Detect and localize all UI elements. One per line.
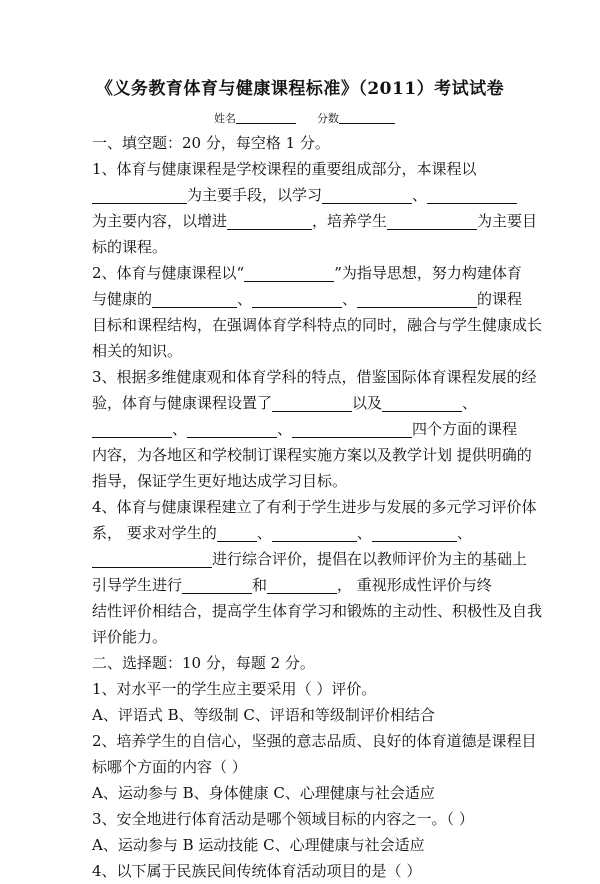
q1-text-3: 、 [412,186,428,204]
q3-text-5: 、 [172,420,188,438]
q2-line4: 相关的知识。 [92,342,183,360]
q3-blank-4[interactable] [187,419,277,438]
q4-blank-3[interactable] [372,523,457,542]
q4-text-5: 、 [456,524,472,542]
mc-q2-options: A、运动参与 B、身体健康 C、心理健康与社会适应 [92,784,435,802]
q1-line1: 1、体育与健康课程是学校课程的重要组成部分，本课程以 [92,160,477,178]
q3-blank-2[interactable] [382,393,462,412]
q4-line6: 评价能力。 [92,628,168,646]
q4-text-6: 进行综合评价，提倡在以教师评价为主的基础上 [212,550,528,568]
q4-line4 [92,572,518,598]
q2-text-2: ”为指导思想，努力构建体育 [334,264,522,282]
q4-text-8: 和 [252,576,268,594]
mc-q2-line2: 标哪个方面的内容（ ） [92,758,247,776]
q3-text-6: 、 [277,420,293,438]
mc-q3-options: A、运动参与 B 运动技能 C、心理健康与社会适应 [92,836,425,854]
exam-title: 《义务教育体育与健康课程标准》（2011）考试试卷 [95,79,505,99]
section2-heading: 二、选择题：10 分，每题 2 分。 [92,654,315,672]
q1-text-2: 为主要手段，以学习 [187,186,323,204]
q2-text-3: 与健康的 [92,290,153,308]
q3-text-7: 四个方面的课程 [412,420,518,438]
q3-line2 [92,390,518,416]
q1-text-4: 为主要内容，以增进 [92,212,228,230]
exam-body [92,122,543,884]
q1-blank-4[interactable] [227,211,312,230]
mc-q2-line1: 2、培养学生的自信心，坚强的意志品质、良好的体育道德是课程目 [92,732,537,750]
q3-line3 [92,416,518,442]
q2-text-5: 、 [342,290,358,308]
q3-blank-1[interactable] [272,393,352,412]
q4-blank-5[interactable] [182,575,252,594]
name-label: 姓名 [214,112,236,125]
q4-blank-2[interactable] [272,523,357,542]
q2-blank-1[interactable] [244,263,334,282]
q3-line4: 内容，为各地区和学校制订课程实施方案以及教学计划 提供明确的 [92,446,532,464]
q1-blank-3[interactable] [427,185,517,204]
q2-text-4: 、 [237,290,253,308]
q3-blank-3[interactable] [92,419,172,438]
mc-q4: 4、以下属于民族民间传统体育活动项目的是（ ） [92,862,422,880]
q1-blank-1[interactable] [92,185,187,204]
q3-text-2: 验，体育与健康课程设置了 [92,394,273,412]
q1-line3 [92,208,538,234]
q4-line1: 4、体育与健康课程建立了有利于学生进步与发展的多元学习评价体 [92,498,537,516]
q4-text-4: 、 [356,524,372,542]
q1-text-6: 为主要目 [477,212,538,230]
q4-blank-1[interactable] [217,523,257,542]
q4-line2 [92,520,518,546]
q3-line5: 指导，保证学生更好地达成学习目标。 [92,472,348,490]
q2-line2 [92,286,523,312]
q3-text-3: 以及 [352,394,383,412]
q1-line2 [92,182,518,208]
q2-blank-2[interactable] [152,289,237,308]
q4-text-7: 引导学生进行 [92,576,183,594]
mc-q1: 1、对水平一的学生应主要采用（ ）评价。 [92,680,377,698]
q2-line3: 目标和课程结构，在强调体育学科特点的同时，融合与学生健康成长 [92,316,543,334]
q3-blank-5[interactable] [292,419,412,438]
q2-blank-4[interactable] [357,289,477,308]
q2-text-6: 的课程 [477,290,523,308]
q3-text-4: 、 [462,394,478,412]
q2-blank-3[interactable] [252,289,342,308]
q4-line5: 结性评价相结合，提高学生体育学习和锻炼的主动性、积极性及自我 [92,602,543,620]
mc-q1-options: A、评语式 B、等级制 C、评语和等级制评价相结合 [92,706,435,724]
q1-text-5: ，培养学生 [312,212,388,230]
q2-line1 [92,260,522,286]
q2-text-1: 2、体育与健康课程以“ [92,264,245,282]
q3-line1: 3、根据多维健康观和体育学科的特点，借鉴国际体育课程发展的经 [92,368,537,386]
q1-line4: 标的课程。 [92,238,168,256]
q4-text-2: 系， 要求对学生的 [92,524,217,542]
mc-q3: 3、安全地进行体育活动是哪个领域目标的内容之一。（ ） [92,810,474,828]
section1-heading: 一、填空题：20 分，每空格 1 分。 [92,134,330,152]
q1-blank-5[interactable] [387,211,477,230]
q4-blank-6[interactable] [267,575,337,594]
score-label: 分数 [317,112,339,125]
q1-blank-2[interactable] [322,185,412,204]
q4-text-3: 、 [256,524,272,542]
q4-line3 [92,546,528,572]
q4-text-9: ， 重视形成性评价与终 [337,576,492,594]
q4-blank-4[interactable] [92,549,212,568]
